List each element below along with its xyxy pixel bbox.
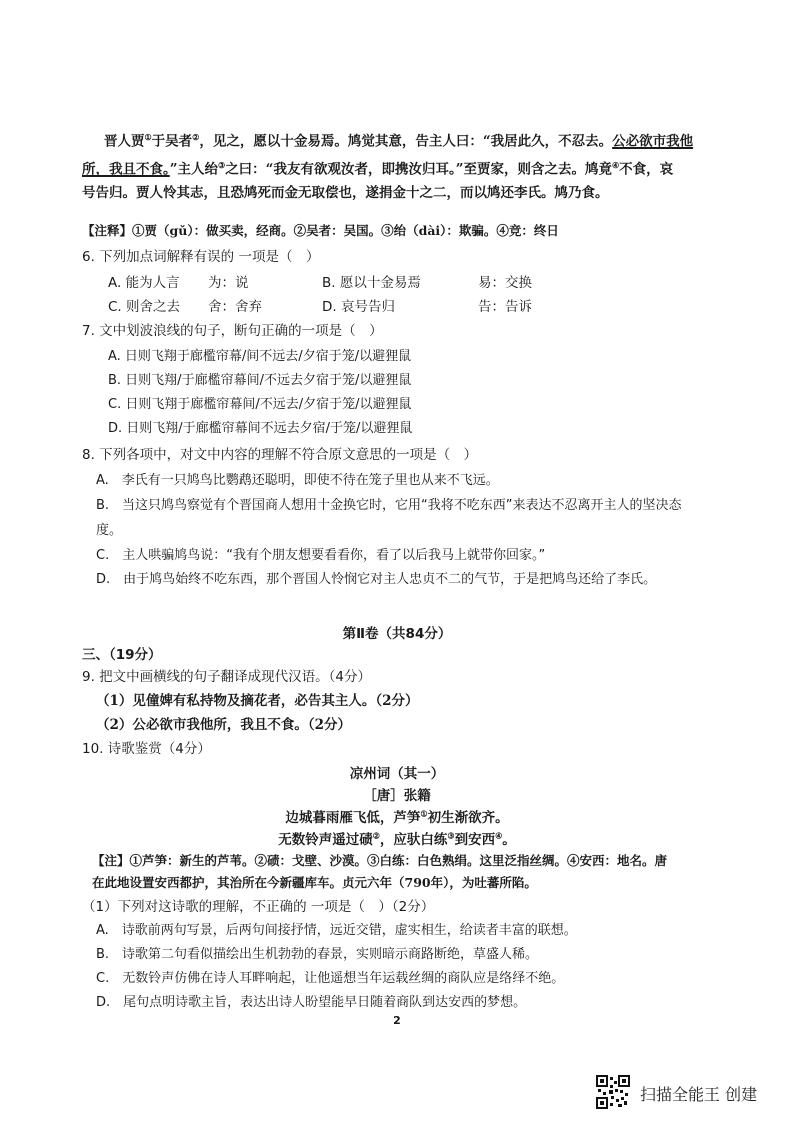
- poem-text: 无数铃声遥过碛: [278, 832, 373, 848]
- q6-option-c-gloss: 舍：舍弃: [208, 299, 262, 315]
- note-marker: ①: [420, 808, 428, 819]
- q6-option-b-gloss: 易：交换: [478, 275, 532, 291]
- note-marker: ②: [192, 132, 200, 142]
- note-marker: ④: [611, 160, 620, 170]
- passage-line-3: 号告归。贾人怜其志，且恐鸠死而金无取偿也，遂捐金十之二，而以鸠还李氏。鸠乃食。: [82, 185, 609, 201]
- poem-text: ，应驮白练: [379, 832, 448, 848]
- q6-option-b: B. 愿以十金易焉: [322, 275, 421, 291]
- note-marker: ①: [144, 132, 152, 142]
- question-9-stem: 9. 把文中画横线的句子翻译成现代汉语。（4分）: [82, 669, 372, 685]
- q10-option-d: D. 尾句点明诗歌主旨，表达出诗人盼望能早日随着商队到达安西的梦想。: [96, 995, 527, 1010]
- poem-text: 初生渐欲齐。: [427, 810, 509, 826]
- q10-option-b: B. 诗歌第二句看似描绘出生机勃勃的春景，实则暗示商路断绝，草盛人稀。: [96, 947, 539, 962]
- q8-option-d: D. 由于鸠鸟始终不吃东西，那个晋国人怜悯它对主人忠贞不二的气节，于是把鸠鸟还给了李氏。: [96, 572, 657, 587]
- question-6-stem: 6. 下列加点词解释有误的 一项是（ ）: [82, 249, 320, 265]
- poem-note-line-1: 【注】①芦笋：新生的芦苇。②碛：戈壁、沙漠。③白练：白色熟绢。这里泛指丝绸。④安西：地名。唐: [92, 853, 668, 868]
- underlined-sentence: 公必欲市我他: [612, 133, 694, 150]
- poem-line-1: [0, 806, 794, 826]
- q8-option-b-line2: 度。: [96, 523, 123, 538]
- passage-text: ，见之，愿以十金易焉。鸠觉其意，告主人曰：“我居此久，不忍去。: [199, 133, 613, 150]
- poem-text: 。: [502, 832, 516, 848]
- passage-line-1: [104, 128, 693, 151]
- poem-note-line-2: 在此地设置安西都护，其治所在今新疆库车。贞元六年（790年），为吐蕃所陷。: [92, 875, 537, 890]
- part-2-title: 第Ⅱ卷（共84分）: [342, 626, 452, 642]
- page-number: 2: [393, 1014, 401, 1027]
- q8-option-a: A. 李氏有一只鸠鸟比鹦鹉还聪明，即使不待在笼子里也从来不飞远。: [96, 473, 499, 488]
- section-3-heading: 三、（19分）: [82, 647, 162, 663]
- q6-option-d: D. 哀号告归: [322, 299, 395, 315]
- q6-option-c: C. 则舍之去: [108, 299, 181, 315]
- q10-sub-question-1: （1）下列对这诗歌的理解，不正确的 一项是（ ）（2分）: [82, 899, 435, 915]
- q10-option-c: C. 无数铃声仿佛在诗人耳畔响起，让他遥想当年运载丝绸的商队应是络绎不绝。: [96, 971, 565, 986]
- note-marker: ②: [372, 830, 380, 841]
- scanner-brand-label: 扫描全能王 创建: [640, 1085, 758, 1104]
- q6-option-a: A. 能为人言: [108, 275, 180, 291]
- poem-author: ［唐］张籍: [363, 788, 431, 804]
- qr-code-icon: [596, 1075, 630, 1109]
- question-7-stem: 7. 文中划波浪线的句子，断句正确的一项是（ ）: [82, 323, 383, 339]
- passage-line-2: [82, 156, 673, 179]
- note-marker: ③: [218, 160, 226, 170]
- passage-text: 不食，哀: [619, 161, 674, 178]
- underlined-sentence: 所，我且不食。: [82, 161, 170, 178]
- question-10-stem: 10. 诗歌鉴赏（4分）: [82, 741, 211, 757]
- question-8-stem: 8. 下列各项中，对文中内容的理解不符合原文意思的一项是（ ）: [82, 447, 478, 463]
- passage-text: ”主人绐: [169, 161, 219, 178]
- q8-option-c: C. 主人哄骗鸠鸟说：“我有个朋友想要看看你，看了以后我马上就带你回家。”: [96, 548, 546, 563]
- q7-option-a: A. 日则飞翔于廊檻帘幕/间不远去/夕宿于笼/以避狸鼠: [108, 349, 412, 364]
- q6-option-d-gloss: 告：告诉: [478, 299, 532, 315]
- q9-sentence-2: （2）公必欲市我他所，我且不食。（2分）: [96, 717, 352, 733]
- q10-option-a: A. 诗歌前两句写景，后两句间接抒情，远近交错，虚实相生，给读者丰富的联想。: [96, 923, 577, 938]
- passage-text: 之曰：“我友有欲观汝者，即携汝归耳。”至贾家，则含之去。鸠竟: [225, 161, 612, 178]
- note-marker: ③: [447, 830, 455, 841]
- q7-option-d: D. 日则飞翔/于廊檻帘幕间不远去夕宿/于笼/以避狸鼠: [108, 421, 413, 436]
- q9-sentence-1: （1）见僮婢有私持物及摘花者，必告其主人。（2分）: [96, 693, 419, 709]
- poem-line-2: [0, 828, 794, 848]
- q6-option-a-gloss: 为：说: [208, 275, 249, 291]
- q7-option-b: B. 日则飞翔/于廊檻帘幕间/不远去夕宿于笼/以避狸鼠: [108, 373, 412, 388]
- note-marker: ④: [495, 830, 503, 841]
- poem-text: 到安西: [454, 832, 496, 848]
- passage-text: 于吴者: [151, 133, 193, 150]
- annotation-notes: 【注释】①贾（gǔ）：做买卖，经商。②吴者：吴国。③绐（dài）：欺骗。④竞：终日: [82, 223, 559, 238]
- poem-title: 凉州词（其一）: [349, 766, 445, 782]
- poem-text: 边城暮雨雁飞低，芦笋: [285, 810, 421, 826]
- q8-option-b-line1: B. 当这只鸠鸟察觉有个晋国商人想用十金换它时，它用“我将不吃东西”来表达不忍离开主人的坚决态: [96, 498, 682, 513]
- passage-text: 晋人贾: [104, 133, 145, 150]
- q7-option-c: C. 日则飞翔于廊檻帘幕间/不远去/夕宿于笼/以避狸鼠: [108, 397, 412, 412]
